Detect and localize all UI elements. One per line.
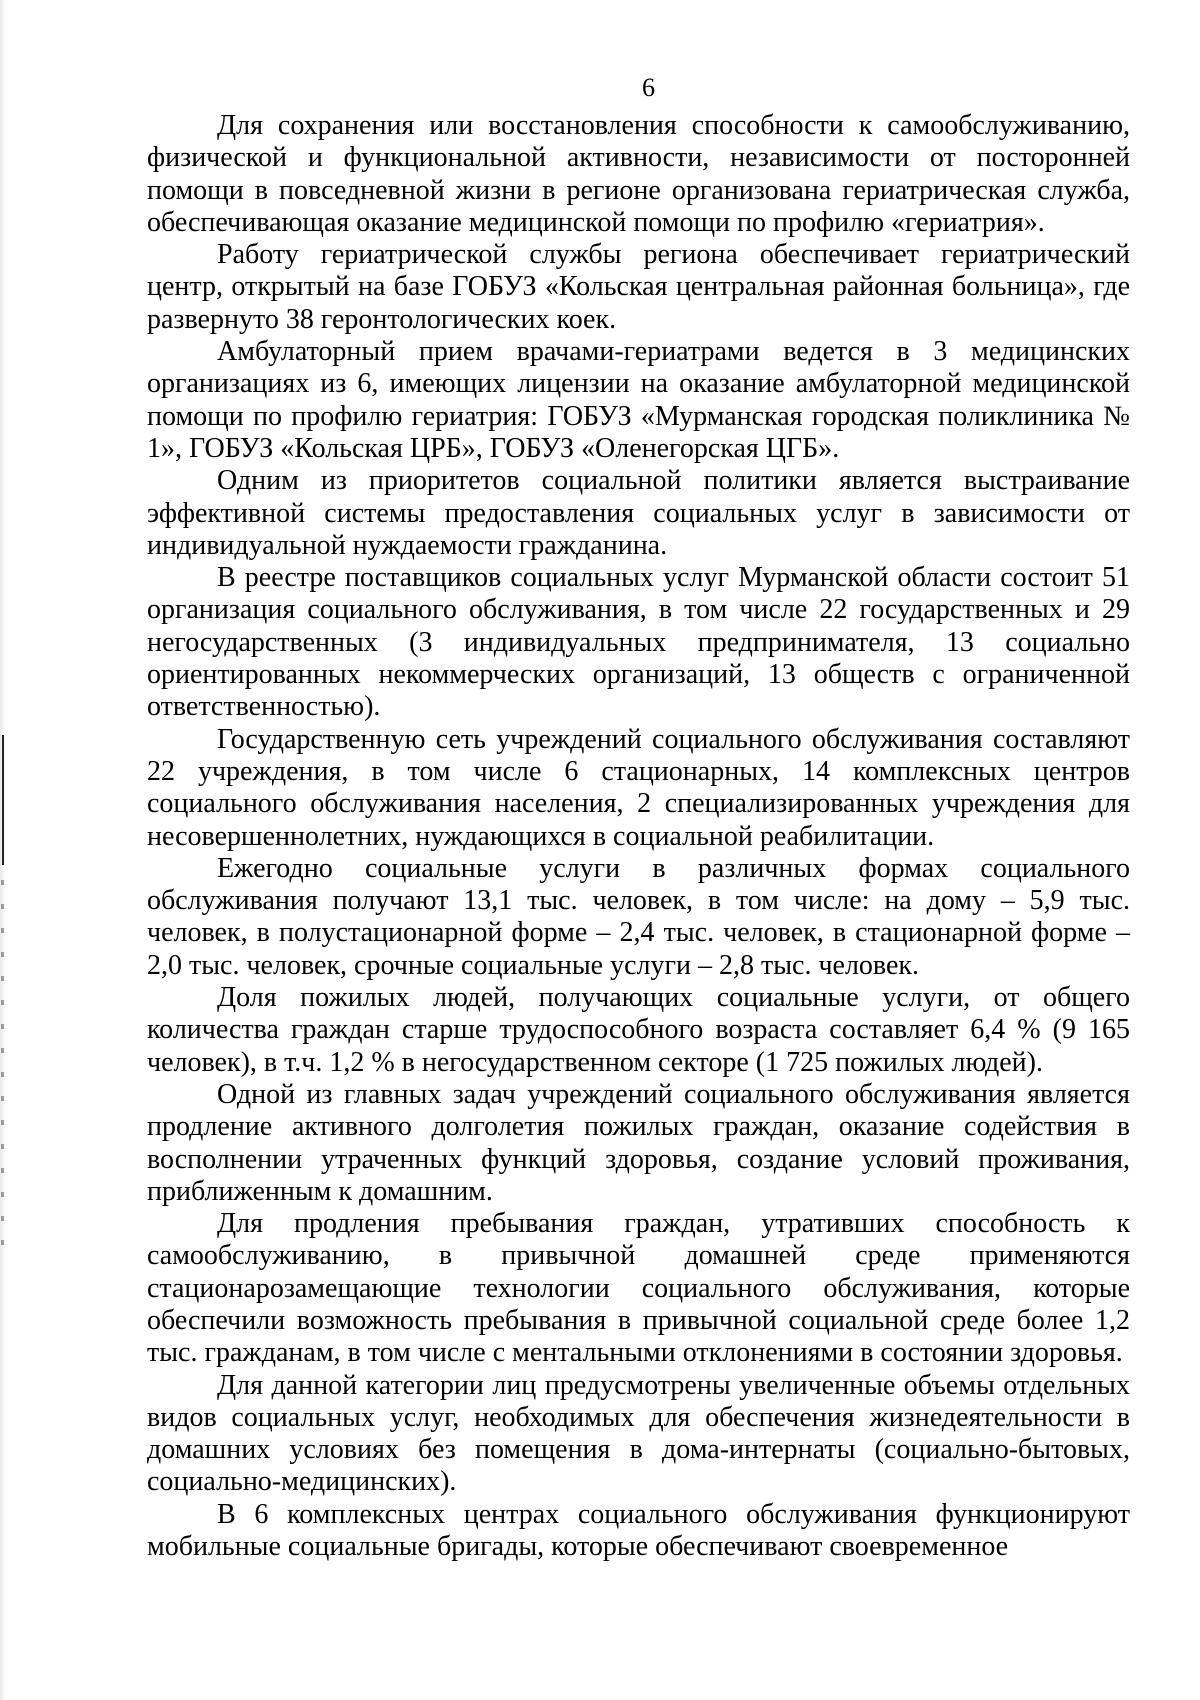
page-number: 6 xyxy=(642,73,655,102)
paragraph-geriatric-service: Для сохранения или восстановления способности к самообслуживанию, физической и функциональной активности, независимости от посторонней помощи в повседневной жизни в регионе организована гериатрическая служба, обеспечивающая оказание медицинской помощи по профилю «гериатрия». xyxy=(147,110,1130,238)
binding-dots xyxy=(1,880,4,1260)
paragraph-geriatric-center: Работу гериатрической службы региона обеспечивает гериатрический центр, открытый на базе ГОБУЗ «Кольская центральная районная больница», где развернуто 38 геронтологических коек. xyxy=(147,239,1130,335)
paragraph-outpatient-reception: Амбулаторный прием врачами-гериатрами ведется в 3 медицинских организациях из 6, имеющих лицензии на оказание амбулаторной медицинской помощи по профилю гериатрия: ГОБУЗ «Мурманская городская поликлиника № 1», ГОБУЗ «Кольская ЦРБ», ГОБУЗ «Оленегорская ЦГБ». xyxy=(147,336,1130,464)
paragraph-provider-registry: В реестре поставщиков социальных услуг Мурманской области состоит 51 организация социального обслуживания, в том числе 22 государственных и 29 негосударственных (3 индивидуальных предпринимателя, 13 социально ориентированных некоммерческих организаций, 13 обществ с ограниченной ответственностью). xyxy=(147,562,1130,723)
paragraph-main-tasks: Одной из главных задач учреждений социального обслуживания является продление активного долголетия пожилых граждан, оказание содействия в восполнении утраченных функций здоровья, создание условий проживания, приближенным к домашним. xyxy=(147,1078,1130,1207)
document-page xyxy=(147,72,1130,1563)
paragraph-social-policy-priority: Одним из приоритетов социальной политики является выстраивание эффективной системы предоставления социальных услуг в зависимости от индивидуальной нуждаемости гражданина. xyxy=(147,465,1130,561)
paragraph-elderly-share: Доля пожилых людей, получающих социальные услуги, от общего количества граждан старше трудоспособного возраста составляет 6,4 % (9 165 человек), в т.ч. 1,2 % в негосударственном секторе (1 725 пожилых людей). xyxy=(147,982,1130,1078)
binding-mark xyxy=(2,735,4,865)
paragraph-state-institutions: Государственную сеть учреждений социального обслуживания составляют 22 учреждения, в том числе 6 стационарных, 14 комплексных центров социального обслуживания населения, 2 специализированных учреждения для несовершеннолетних, нуждающихся в социальной реабилитации. xyxy=(147,723,1130,852)
paragraph-mobile-brigades: В 6 комплексных центрах социального обслуживания функционируют мобильные социальные бригады, которые обеспечивают своевременное xyxy=(147,1498,1130,1563)
paragraph-annual-recipients: Ежегодно социальные услуги в различных формах социального обслуживания получают 13,1 тыс. человек, в том числе: на дому – 5,9 тыс. человек, в полустационарной форме – 2,4 тыс. человек, в стационарной форме – 2,0 тыс. человек, срочные социальные услуги – 2,8 тыс. человек. xyxy=(147,852,1130,981)
paragraph-extended-services: Для данной категории лиц предусмотрены увеличенные объемы отдельных видов социальных услуг, необходимых для обеспечения жизнедеятельности в домашних условиях без помещения в дома-интернаты (социально-бытовых, социально-медицинских). xyxy=(147,1369,1130,1498)
paragraph-home-care-technologies: Для продления пребывания граждан, утративших способность к самообслуживанию, в привычной домашней среде применяются стационарозамещающие технологии социального обслуживания, которые обеспечили возможность пребывания в привычной социальной среде более 1,2 тыс. гражданам, в том числе с ментальными отклонениями в состоянии здоровья. xyxy=(147,1208,1130,1369)
